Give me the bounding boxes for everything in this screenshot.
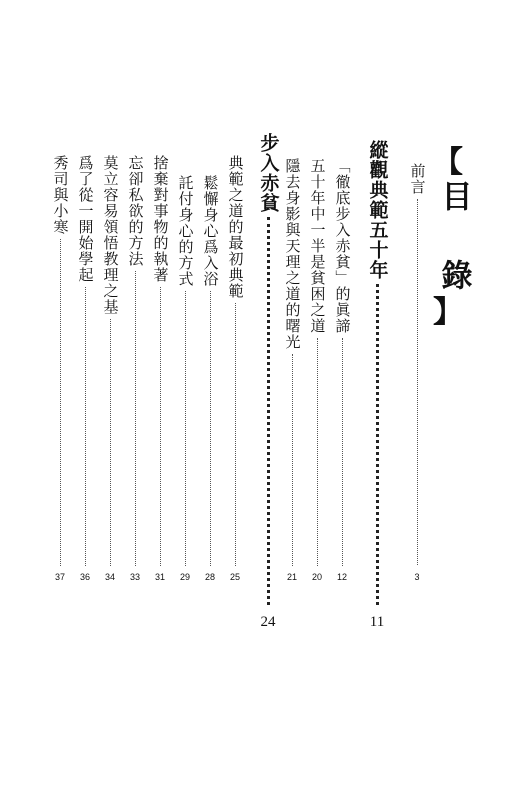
dotted-leader [60, 239, 61, 566]
entry-page-number: 20 [311, 572, 322, 582]
toc-entry[interactable] [173, 175, 197, 566]
entry-page-number: 33 [129, 572, 140, 582]
entry-label: 隱去身影與天理之道的曙光 [283, 158, 302, 350]
section-title: 縱觀典範五十年 [366, 140, 389, 280]
toc-entry[interactable] [305, 158, 329, 566]
toc-entry[interactable] [48, 155, 72, 566]
dotted-leader [185, 291, 186, 566]
dotted-leader [210, 291, 211, 566]
toc-title-block [433, 145, 473, 330]
toc-entry[interactable] [198, 175, 222, 566]
toc-entry[interactable] [280, 158, 304, 566]
section-title: 步入赤貧 [257, 133, 280, 213]
section-page-number: 11 [369, 614, 385, 630]
dotted-leader [292, 354, 293, 566]
entry-label: 捨棄對事物的執著 [151, 155, 170, 283]
dotted-leader [317, 338, 318, 566]
entry-label: 「徹底步入赤貧」的眞諦 [333, 158, 352, 334]
dotted-leader [135, 271, 136, 566]
entry-page-number: 21 [286, 572, 297, 582]
toc-entry[interactable] [223, 155, 247, 566]
entry-page-number: 34 [104, 572, 115, 582]
toc-entry[interactable] [98, 155, 122, 566]
entry-page-number: 37 [54, 572, 65, 582]
dotted-leader [235, 303, 236, 566]
entry-label: 託付身心的方式 [176, 175, 195, 287]
toc-entry-preface[interactable] [405, 163, 429, 565]
entry-label: 忘卻私欲的方法 [126, 155, 145, 267]
title-bracket-close: 】 [433, 295, 469, 330]
toc-entry[interactable] [330, 158, 354, 566]
entry-label: 典範之道的最初典範 [226, 155, 245, 299]
dotted-leader [85, 287, 86, 566]
dotted-leader [160, 287, 161, 566]
entry-page-number: 29 [179, 572, 190, 582]
toc-title: 目 錄 [435, 180, 472, 296]
section-page-number: 24 [260, 614, 276, 630]
entry-page-number: 36 [79, 572, 90, 582]
toc-entry[interactable] [123, 155, 147, 566]
entry-label: 鬆懈身心爲入浴 [201, 175, 220, 287]
entry-label: 莫立容易領悟教理之基 [101, 155, 120, 315]
entry-label: 五十年中一半是貧困之道 [308, 158, 327, 334]
entry-page-number: 12 [336, 572, 347, 582]
toc-entry[interactable] [148, 155, 172, 566]
entry-label: 前言 [408, 163, 427, 195]
dotted-leader [417, 199, 418, 565]
entry-page-number: 3 [414, 572, 420, 582]
entry-page-number: 31 [154, 572, 165, 582]
dotted-leader [376, 284, 379, 605]
dotted-leader [342, 338, 343, 566]
entry-label: 爲了從一開始學起 [76, 155, 95, 283]
dotted-leader [110, 319, 111, 566]
title-bracket-open: 【 [433, 145, 469, 180]
entry-page-number: 25 [229, 572, 240, 582]
entry-label: 秀司與小寒 [51, 155, 70, 235]
toc-section-2[interactable] [253, 133, 283, 605]
toc-entry[interactable] [73, 155, 97, 566]
toc-section-1[interactable] [362, 140, 392, 605]
entry-page-number: 28 [204, 572, 215, 582]
dotted-leader [267, 217, 270, 605]
